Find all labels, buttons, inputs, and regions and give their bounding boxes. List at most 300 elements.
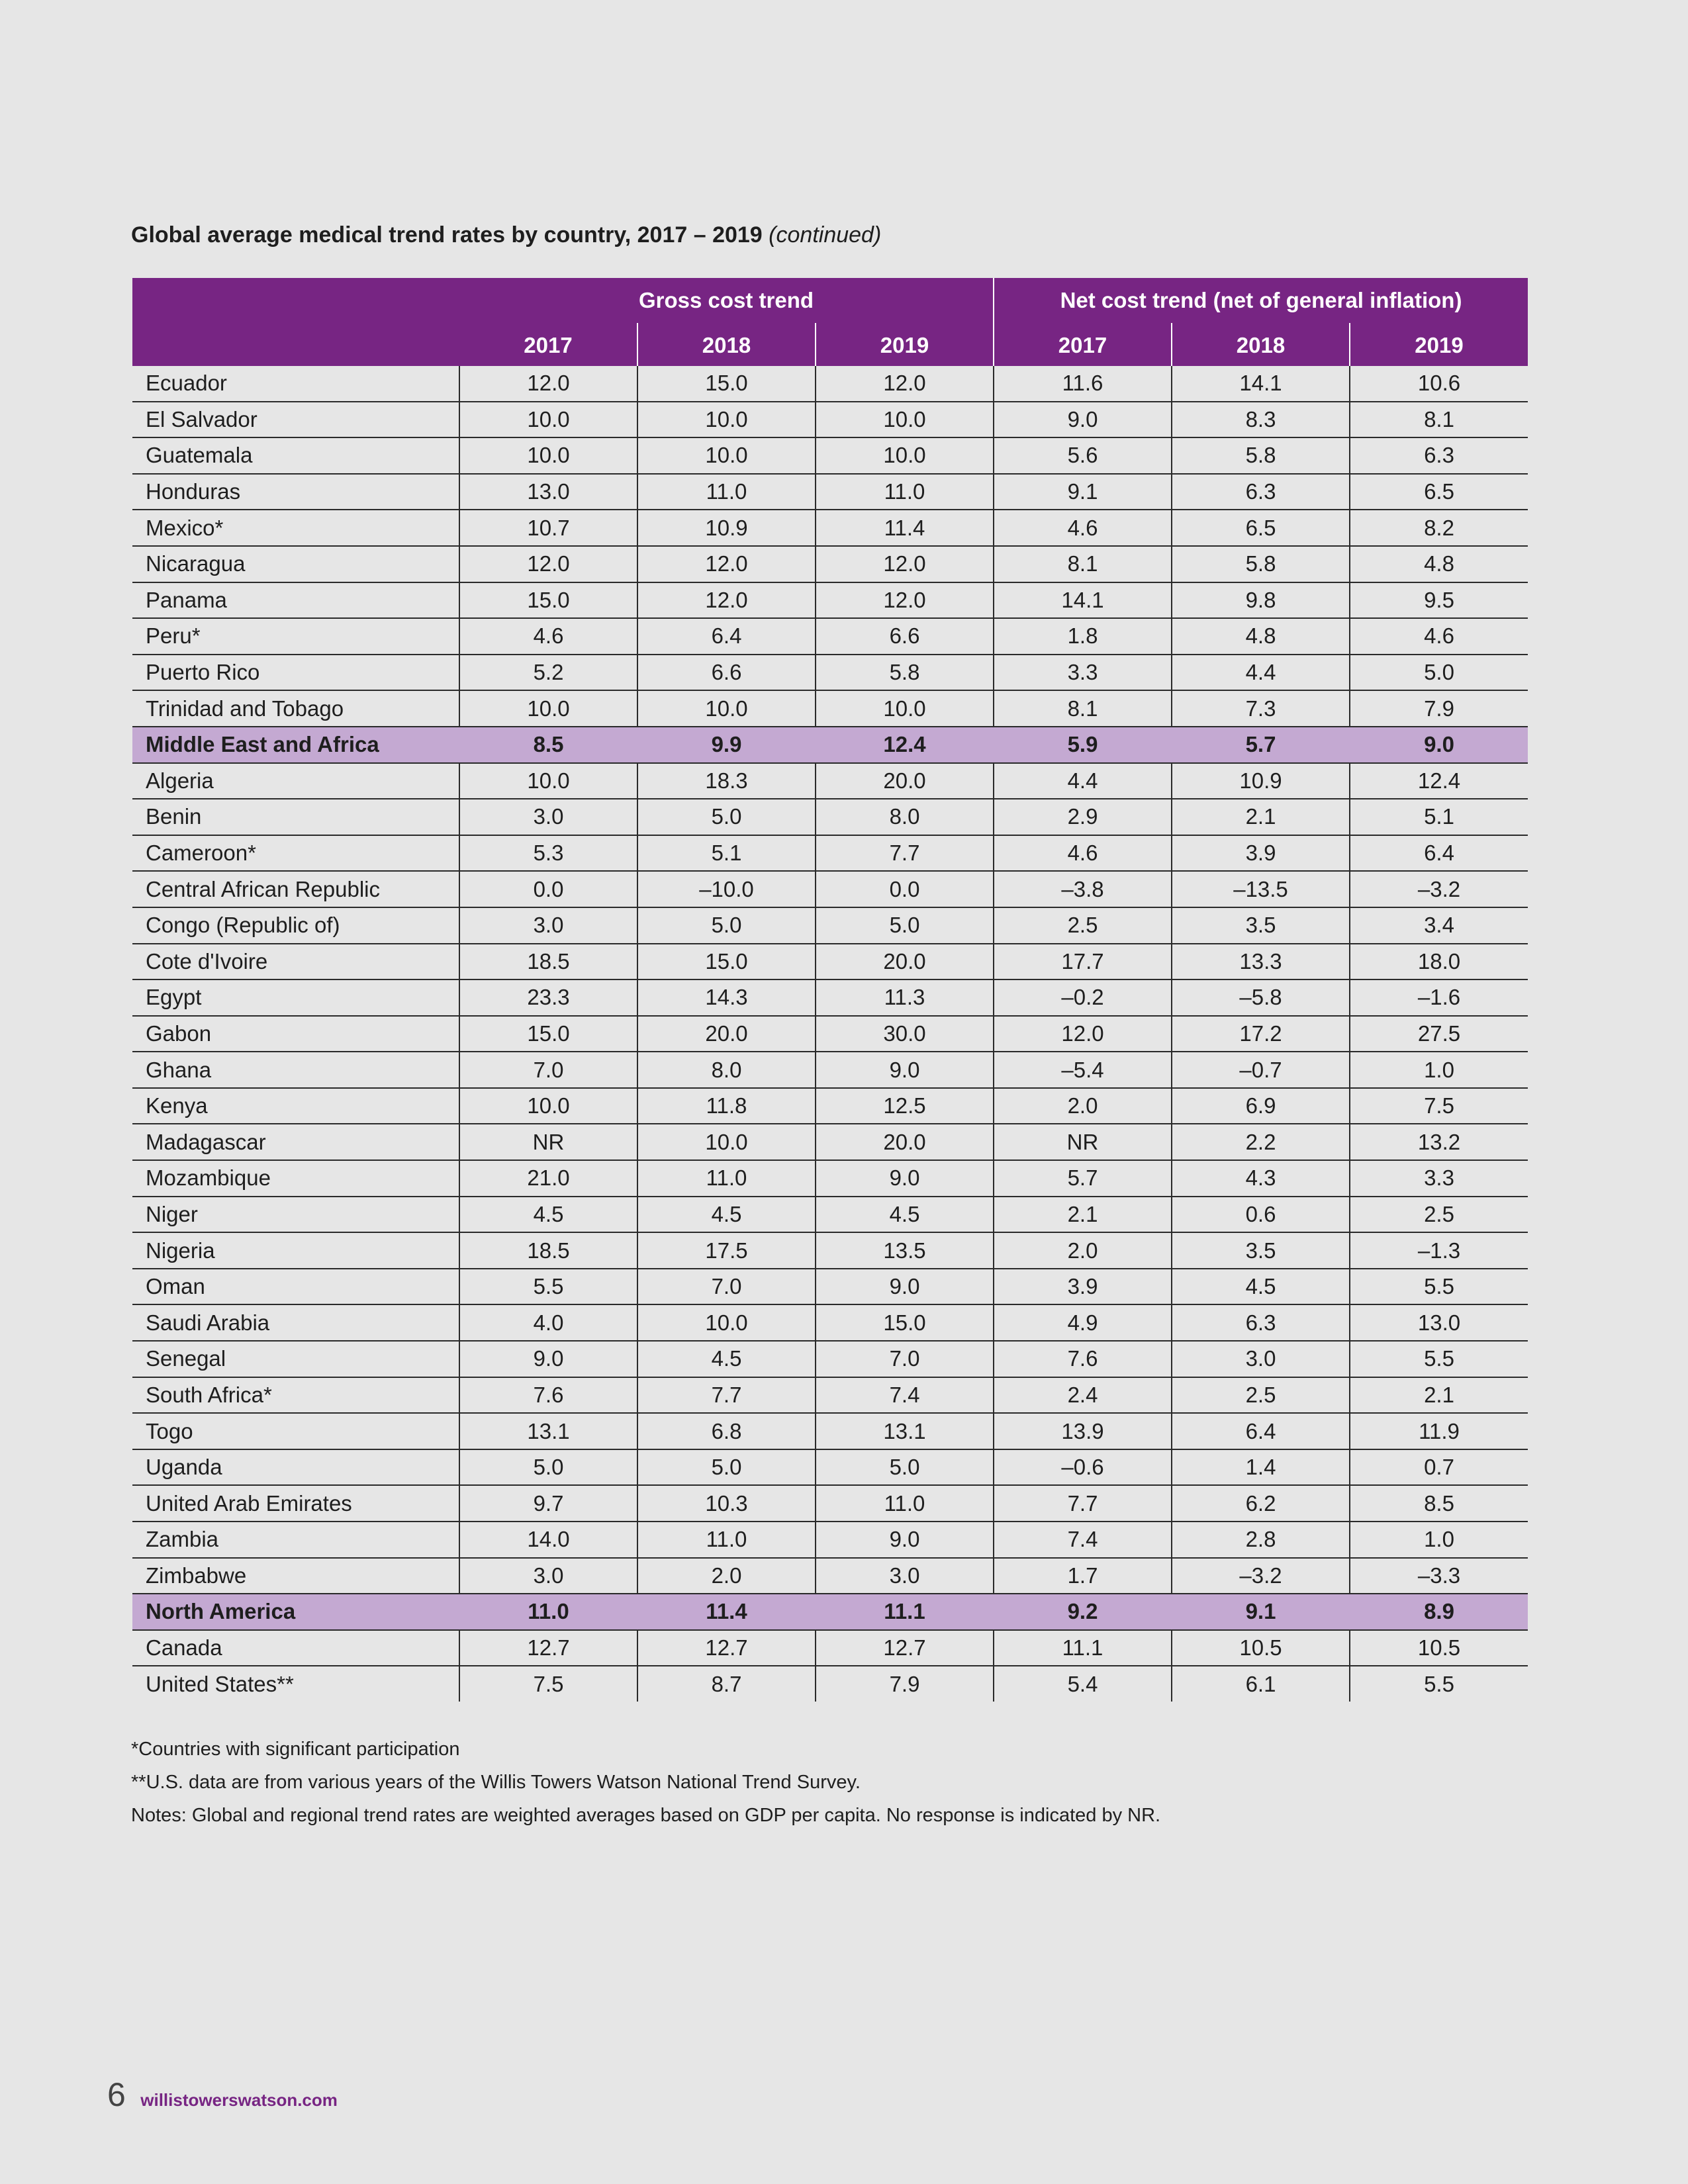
cell-net-2019: 7.5 [1350,1088,1528,1124]
continued-label: (continued) [769,222,882,248]
cell-gross-2019: 9.0 [816,1160,994,1197]
cell-gross-2017: 10.0 [459,1088,637,1124]
footnote-methodology: Notes: Global and regional trend rates are weighted averages based on GDP per capita. No response is indicated by NR. [131,1805,1161,1826]
cell-gross-2019: 0.0 [816,871,994,907]
cell-net-2019: 27.5 [1350,1016,1528,1052]
cell-gross-2019: 9.0 [816,1522,994,1558]
cell-net-2019: 5.5 [1424,1671,1454,1696]
cell-net-2018: 10.5 [1172,1630,1350,1666]
cell-gross-2018: 11.4 [637,1594,816,1630]
country-name: Trinidad and Tobago [132,690,459,727]
table-row [132,1304,1528,1341]
table-row [132,690,1528,727]
region-row [132,727,1528,763]
cell-net-2017: –0.6 [994,1449,1172,1486]
cell-net-2017: 14.1 [994,582,1172,619]
table-row [132,1449,1528,1486]
year-header-net-2018: 2018 [1172,324,1350,366]
cell-gross-2017: 3.0 [459,907,637,944]
cell-net-2019: –3.2 [1350,871,1528,907]
cell-net-2017: 1.7 [994,1558,1172,1594]
table-row [132,1232,1528,1269]
cell-net-2019: 6.3 [1350,437,1528,474]
cell-gross-2017: 10.7 [459,510,637,546]
cell-net-2019: 10.5 [1350,1630,1528,1666]
cell-net-2018: 6.1 [1172,1666,1350,1702]
table-row [132,402,1528,438]
cell-gross-2017: 5.2 [459,655,637,691]
cell-gross-2018: 18.3 [637,763,816,799]
cell-net-2018: 14.1 [1172,366,1350,402]
cell-net-2017: 8.1 [994,690,1172,727]
cell-net-2018: 6.5 [1172,510,1350,546]
country-name: Egypt [132,979,459,1016]
cell-gross-2019: 5.0 [816,907,994,944]
cell-gross-2018: 4.5 [637,1197,816,1233]
cell-gross-2019: 20.0 [816,763,994,799]
cell-net-2018: 6.9 [1172,1088,1350,1124]
cell-gross-2017: 3.0 [459,799,637,835]
table-row [132,1558,1528,1594]
table-row [132,1016,1528,1052]
cell-net-2018: 5.8 [1172,546,1350,582]
cell-net-2018: 6.3 [1172,1304,1350,1341]
cell-net-2018: –13.5 [1172,871,1350,907]
country-name: Nigeria [132,1232,459,1269]
cell-net-2017: 8.1 [994,546,1172,582]
cell-gross-2017: 7.5 [459,1666,637,1702]
country-name: Zimbabwe [132,1558,459,1594]
cell-net-2018: 13.3 [1172,944,1350,980]
cell-gross-2019: 11.3 [816,979,994,1016]
cell-net-2018: 10.9 [1172,763,1350,799]
cell-gross-2017: 5.3 [459,835,637,872]
cell-net-2019: –3.3 [1350,1558,1528,1594]
cell-net-2017: 5.7 [994,1160,1172,1197]
cell-gross-2019: 5.0 [816,1449,994,1486]
cell-gross-2019: 12.0 [816,582,994,619]
country-name: Nicaragua [132,546,459,582]
cell-net-2018: 2.5 [1172,1377,1350,1414]
table-row [132,763,1528,799]
cell-net-2018: 3.0 [1172,1341,1350,1377]
table-body [132,366,1528,1702]
table-row [132,1377,1528,1414]
cell-gross-2019: 10.0 [816,437,994,474]
country-name: Benin [132,799,459,835]
trend-rates-table [132,278,1528,1702]
cell-net-2018: 2.8 [1172,1522,1350,1558]
cell-net-2019: 8.5 [1350,1485,1528,1522]
cell-gross-2017: 18.5 [459,944,637,980]
page-footer [107,2075,338,2114]
cell-gross-2018: 20.0 [637,1016,816,1052]
cell-net-2019: 8.2 [1350,510,1528,546]
cell-gross-2018: 5.0 [637,1449,816,1486]
country-name: South Africa* [132,1377,459,1414]
cell-gross-2019: 11.4 [816,510,994,546]
country-name: Central African Republic [132,871,459,907]
cell-gross-2019: 10.0 [816,402,994,438]
cell-gross-2018: 9.9 [637,727,816,763]
country-name: Zambia [132,1522,459,1558]
country-name: Honduras [132,474,459,510]
region-name: North America [132,1594,459,1630]
cell-gross-2017: 10.0 [459,763,637,799]
cell-net-2019: 6.4 [1350,835,1528,872]
cell-net-2018: 9.8 [1172,582,1350,619]
cell-gross-2018: 6.4 [637,618,816,655]
cell-net-2019: 18.0 [1350,944,1528,980]
cell-gross-2019: 9.0 [816,1269,994,1305]
cell-net-2019: 0.7 [1350,1449,1528,1486]
cell-net-2017: 11.1 [994,1630,1172,1666]
country-name: Saudi Arabia [132,1304,459,1341]
country-name: Algeria [132,763,459,799]
cell-net-2017: 9.1 [994,474,1172,510]
cell-gross-2019: 13.5 [816,1232,994,1269]
cell-gross-2019: 20.0 [816,944,994,980]
cell-net-2017: 5.4 [994,1666,1172,1702]
cell-net-2019: 5.5 [1350,1269,1528,1305]
cell-gross-2019: 11.0 [816,1485,994,1522]
cell-gross-2017: 18.5 [459,1232,637,1269]
website-link[interactable]: willistowerswatson.com [140,2090,338,2110]
country-header-blank [132,278,459,366]
cell-net-2017: 4.6 [994,510,1172,546]
cell-gross-2019: 3.0 [816,1558,994,1594]
cell-net-2017: 2.5 [994,907,1172,944]
net-cost-trend-header: Net cost trend (net of general inflation) [994,278,1528,324]
cell-gross-2018: 11.0 [637,1522,816,1558]
cell-net-2017: 3.9 [994,1269,1172,1305]
cell-gross-2019: 7.4 [816,1377,994,1414]
cell-gross-2018: 4.5 [637,1341,816,1377]
country-name: Madagascar [132,1124,459,1160]
country-name: El Salvador [132,402,459,438]
cell-gross-2019: 9.0 [816,1052,994,1088]
cell-net-2017: –0.2 [994,979,1172,1016]
cell-gross-2019: 12.0 [816,366,994,402]
country-name: Gabon [132,1016,459,1052]
table-row [132,979,1528,1016]
cell-gross-2018: 5.0 [637,799,816,835]
cell-gross-2019: 7.9 [816,1666,994,1702]
cell-net-2019: 6.5 [1350,474,1528,510]
year-header-gross-2019: 2019 [816,324,994,366]
country-name: Cameroon* [132,835,459,872]
cell-net-2018: 7.3 [1172,690,1350,727]
cell-gross-2018: 5.0 [637,907,816,944]
cell-net-2017: 7.4 [994,1522,1172,1558]
cell-net-2018: 3.5 [1172,1232,1350,1269]
cell-net-2019: 11.9 [1350,1413,1528,1449]
cell-net-2019: –1.3 [1350,1232,1528,1269]
cell-gross-2017: NR [459,1124,637,1160]
cell-gross-2019: 8.0 [816,799,994,835]
cell-gross-2018: 17.5 [637,1232,816,1269]
cell-gross-2018: 10.0 [637,437,816,474]
cell-gross-2017: 4.0 [459,1304,637,1341]
cell-net-2017: 2.9 [994,799,1172,835]
cell-net-2019: 10.6 [1350,366,1528,402]
table-row [132,1160,1528,1197]
country-name: Mozambique [132,1160,459,1197]
table-row [132,582,1528,619]
cell-net-2018: 8.3 [1172,402,1350,438]
table-row [132,1088,1528,1124]
region-name: Middle East and Africa [132,727,459,763]
cell-gross-2017: 12.0 [459,366,637,402]
country-name: Peru* [132,618,459,655]
cell-gross-2017: 15.0 [459,1016,637,1052]
cell-gross-2019: 7.0 [816,1341,994,1377]
table-row [132,1269,1528,1305]
cell-gross-2018: 11.0 [637,474,816,510]
country-name: Togo [132,1413,459,1449]
cell-gross-2017: 5.5 [459,1269,637,1305]
year-header-gross-2018: 2018 [637,324,816,366]
cell-gross-2019: 11.0 [816,474,994,510]
table-title: Global average medical trend rates by country, 2017 – 2019 [131,222,763,248]
cell-gross-2019: 12.0 [816,546,994,582]
page-number: 6 [107,2076,126,2113]
table-row [132,1413,1528,1449]
cell-net-2019: 4.8 [1350,546,1528,582]
cell-gross-2018: 15.0 [637,366,816,402]
footnote-significant-participation: *Countries with significant participation [131,1739,460,1760]
cell-net-2017: 2.0 [994,1088,1172,1124]
cell-gross-2019: 12.5 [816,1088,994,1124]
cell-net-2017: 9.0 [994,402,1172,438]
cell-net-2018: 3.9 [1172,835,1350,872]
cell-net-2019: 5.5 [1350,1341,1528,1377]
table-row [132,546,1528,582]
cell-gross-2017: 0.0 [459,871,637,907]
cell-gross-2019: 7.7 [816,835,994,872]
cell-gross-2018: 7.7 [637,1377,816,1414]
cell-net-2017: 4.9 [994,1304,1172,1341]
cell-gross-2018: 10.0 [637,1304,816,1341]
cell-gross-2018: 5.1 [637,835,816,872]
country-name: Senegal [132,1341,459,1377]
table-row [132,1666,1528,1702]
cell-net-2018: 5.7 [1172,727,1350,763]
cell-net-2019: 8.1 [1350,402,1528,438]
cell-net-2017: 5.9 [994,727,1172,763]
cell-gross-2019: 10.0 [816,690,994,727]
cell-net-2017: 9.2 [994,1594,1172,1630]
cell-gross-2019: 12.4 [816,727,994,763]
cell-net-2017: 11.6 [994,366,1172,402]
cell-gross-2017: 11.0 [459,1594,637,1630]
cell-net-2018: 6.4 [1172,1413,1350,1449]
cell-gross-2019: 12.7 [816,1630,994,1666]
cell-gross-2018: 12.7 [637,1630,816,1666]
table-row [132,510,1528,546]
cell-gross-2017: 9.7 [459,1485,637,1522]
cell-net-2018: –5.8 [1172,979,1350,1016]
cell-gross-2017: 13.1 [459,1413,637,1449]
country-name: Congo (Republic of) [132,907,459,944]
cell-gross-2017: 10.0 [459,437,637,474]
table-row [132,1522,1528,1558]
country-name: Oman [132,1269,459,1305]
cell-gross-2018: 8.7 [637,1666,816,1702]
table-row [132,618,1528,655]
cell-gross-2017: 13.0 [459,474,637,510]
cell-net-2017: 2.1 [994,1197,1172,1233]
cell-gross-2018: 10.0 [637,690,816,727]
cell-gross-2018: 10.0 [637,1124,816,1160]
cell-net-2018: 0.6 [1172,1197,1350,1233]
cell-net-2018: 6.2 [1172,1485,1350,1522]
cell-gross-2018: 12.0 [637,582,816,619]
table-row [132,907,1528,944]
cell-net-2019: 5.0 [1350,655,1528,691]
cell-net-2017: 4.4 [994,763,1172,799]
cell-net-2017: 4.6 [994,835,1172,872]
cell-gross-2018: 10.9 [637,510,816,546]
cell-net-2019: 13.0 [1350,1304,1528,1341]
cell-net-2019: 13.2 [1350,1124,1528,1160]
table-row [132,1197,1528,1233]
cell-net-2019: 5.1 [1350,799,1528,835]
cell-gross-2018: 10.0 [637,402,816,438]
footnote-us-data: **U.S. data are from various years of the Willis Towers Watson National Trend Survey. [131,1772,861,1793]
gross-cost-trend-header: Gross cost trend [459,278,994,324]
cell-net-2018: 3.5 [1172,907,1350,944]
country-name: Kenya [132,1088,459,1124]
cell-gross-2018: 12.0 [637,546,816,582]
cell-net-2017: 2.0 [994,1232,1172,1269]
cell-net-2018: 2.2 [1172,1124,1350,1160]
cell-net-2018: 4.4 [1172,655,1350,691]
cell-net-2017: 7.7 [994,1485,1172,1522]
cell-net-2017: 17.7 [994,944,1172,980]
cell-net-2019: 2.5 [1350,1197,1528,1233]
cell-gross-2018: 14.3 [637,979,816,1016]
table-row [132,1630,1528,1666]
table-row [132,835,1528,872]
year-header-net-2019: 2019 [1350,324,1528,366]
country-name: Panama [132,582,459,619]
cell-net-2019: –1.6 [1350,979,1528,1016]
cell-gross-2017: 4.5 [459,1197,637,1233]
cell-gross-2019: 6.6 [816,618,994,655]
region-row [132,1594,1528,1630]
cell-net-2019: 2.1 [1350,1377,1528,1414]
cell-net-2017: 12.0 [994,1016,1172,1052]
country-name: Uganda [132,1449,459,1486]
country-name: Ghana [132,1052,459,1088]
cell-gross-2018: 10.3 [637,1485,816,1522]
country-name: United States** [132,1666,459,1702]
cell-net-2018: 6.3 [1172,474,1350,510]
table-row [132,1485,1528,1522]
cell-net-2018: 1.4 [1172,1449,1350,1486]
cell-gross-2017: 5.0 [459,1449,637,1486]
table-row [132,474,1528,510]
cell-net-2019: 1.0 [1350,1052,1528,1088]
cell-net-2017: 5.6 [994,437,1172,474]
table-row [132,1052,1528,1088]
country-name: Mexico* [132,510,459,546]
cell-net-2017: 3.3 [994,655,1172,691]
cell-gross-2017: 12.7 [459,1630,637,1666]
cell-gross-2017: 9.0 [459,1341,637,1377]
table-row [132,944,1528,980]
table-row [132,799,1528,835]
cell-net-2018: 9.1 [1172,1594,1350,1630]
cell-net-2017: –5.4 [994,1052,1172,1088]
cell-net-2017: 2.4 [994,1377,1172,1414]
footnotes [131,1733,1160,1832]
cell-net-2018: 4.8 [1172,618,1350,655]
table-row [132,871,1528,907]
cell-net-2019: 3.3 [1350,1160,1528,1197]
table-row [132,1124,1528,1160]
page-title [131,222,881,248]
table-header [132,278,1528,366]
cell-net-2017: NR [994,1124,1172,1160]
cell-gross-2019: 5.8 [816,655,994,691]
cell-gross-2019: 11.1 [816,1594,994,1630]
cell-gross-2017: 15.0 [459,582,637,619]
cell-net-2019: 1.0 [1350,1522,1528,1558]
cell-net-2019: 4.6 [1350,618,1528,655]
cell-net-2017: 13.9 [994,1413,1172,1449]
cell-net-2018: 17.2 [1172,1016,1350,1052]
cell-gross-2017: 23.3 [459,979,637,1016]
table-row [132,1341,1528,1377]
cell-gross-2017: 14.0 [459,1522,637,1558]
cell-gross-2018: 6.8 [637,1413,816,1449]
year-header-gross-2017: 2017 [459,324,637,366]
cell-gross-2019: 13.1 [816,1413,994,1449]
cell-gross-2018: 7.0 [637,1269,816,1305]
cell-gross-2017: 8.5 [459,727,637,763]
cell-gross-2018: 11.0 [637,1160,816,1197]
cell-gross-2019: 15.0 [816,1304,994,1341]
cell-net-2019: 12.4 [1350,763,1528,799]
cell-gross-2018: 8.0 [637,1052,816,1088]
cell-gross-2018: 2.0 [637,1558,816,1594]
table-row [132,437,1528,474]
table-row [132,366,1528,402]
cell-net-2018: 4.5 [1172,1269,1350,1305]
country-name: Cote d'Ivoire [132,944,459,980]
cell-gross-2018: 15.0 [637,944,816,980]
group-header-row [132,278,1528,324]
country-name: Ecuador [132,366,459,402]
cell-gross-2017: 3.0 [459,1558,637,1594]
cell-net-2017: –3.8 [994,871,1172,907]
cell-net-2019: 9.5 [1350,582,1528,619]
country-name: Niger [132,1197,459,1233]
cell-gross-2017: 10.0 [459,402,637,438]
cell-net-2019: 3.4 [1350,907,1528,944]
cell-gross-2019: 4.5 [816,1197,994,1233]
cell-net-2018: –0.7 [1172,1052,1350,1088]
country-name: Puerto Rico [132,655,459,691]
cell-net-2017: 1.8 [994,618,1172,655]
cell-gross-2017: 7.0 [459,1052,637,1088]
cell-gross-2018: 6.6 [637,655,816,691]
cell-gross-2017: 10.0 [459,690,637,727]
cell-gross-2017: 12.0 [459,546,637,582]
country-name: Guatemala [132,437,459,474]
